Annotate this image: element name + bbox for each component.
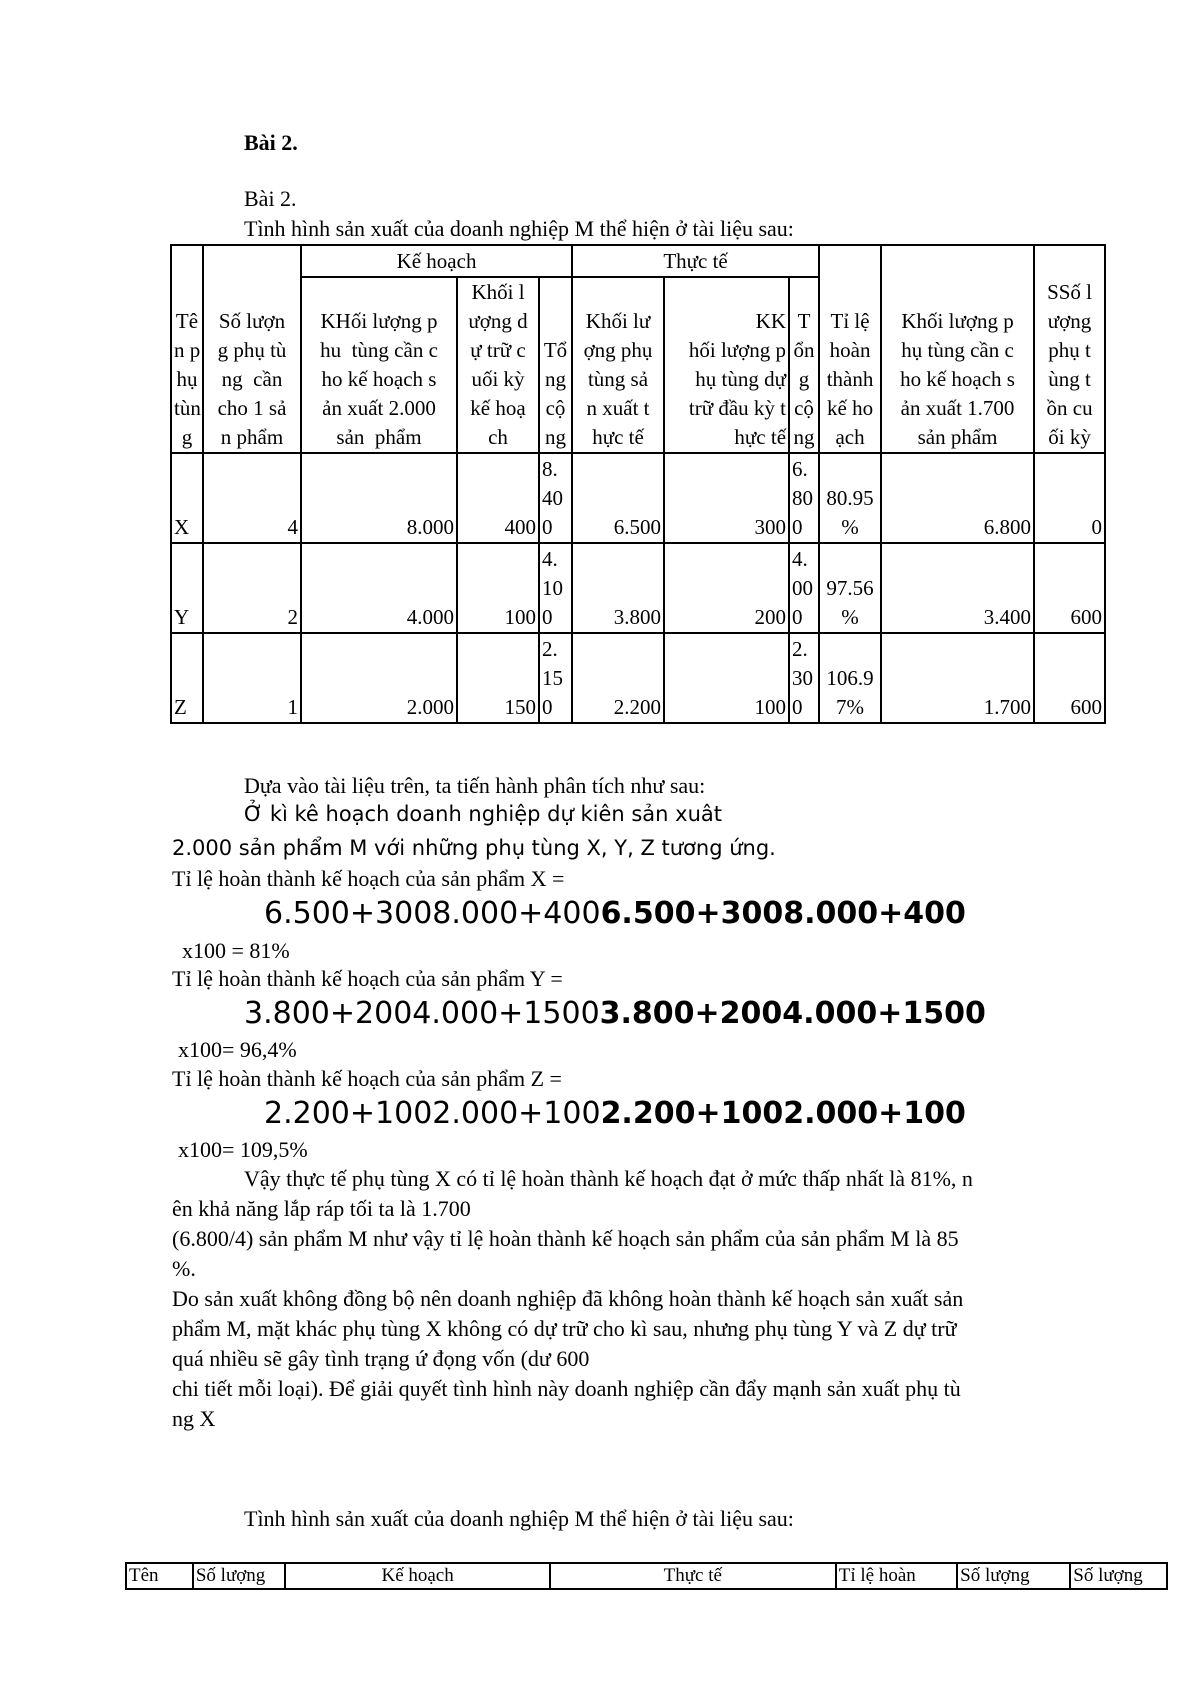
- analysis-intro: Dựa vào tài liệu trên, ta tiến hành phân tích như sau:: [244, 773, 706, 798]
- table-row: [171, 453, 1105, 543]
- formula-z-numerator: 2.200+1002.000+100: [264, 1096, 601, 1131]
- heading-2: Bài 2.: [244, 186, 297, 211]
- cell-plan-total: 2. 15 0: [539, 633, 572, 723]
- cell-name: X: [171, 453, 203, 543]
- table-row: [171, 543, 1105, 633]
- cell-actual-total: 2. 30 0: [789, 633, 819, 723]
- cell-actual-prod: 6.500: [572, 453, 664, 543]
- cell-qty: 4: [203, 453, 301, 543]
- cell-actual-prod: 2.200: [572, 633, 664, 723]
- cell-actual-prod: 3.800: [572, 543, 664, 633]
- col-header-plan-need: KHối lượng p hu tùng cần c ho kế hoạch s ản xuất 2.000 sản phẩm: [301, 277, 457, 453]
- analysis-plan-line-2: 2.000 sản phẩm M với những phụ tùng X, Y, Z tương ứng.: [172, 836, 776, 860]
- col-header-qty: Số lượng: [193, 1563, 286, 1589]
- conclusion-line: %.: [172, 1256, 196, 1281]
- cell-plan-reserve: 150: [457, 633, 539, 723]
- conclusion-line: chi tiết mỗi loại). Để giải quyết tình hình này doanh nghiệp cần đẩy mạnh sản xuất phụ tù: [172, 1376, 961, 1401]
- cell-actual-reserve: 200: [664, 543, 789, 633]
- conclusion-line: quá nhiều sẽ gây tình trạng ứ đọng vốn (dư 600: [172, 1346, 590, 1371]
- cell-plan-reserve: 400: [457, 453, 539, 543]
- formula-y: [244, 996, 986, 1032]
- cell-actual-reserve: 100: [664, 633, 789, 723]
- group-header-actual: Thực tế: [572, 245, 819, 277]
- group-header-actual: Thực tế: [550, 1563, 836, 1589]
- cell-plan-total: 4. 10 0: [539, 543, 572, 633]
- col-header-name: Tê n p hụ tùn g: [171, 245, 203, 453]
- cell-end-stock: 0: [1034, 453, 1105, 543]
- group-header-plan: Kế hoạch: [285, 1563, 549, 1589]
- formula-x: [264, 896, 966, 932]
- rate-result-z: x100= 109,5%: [178, 1137, 308, 1162]
- group-header-row: [171, 245, 1105, 277]
- analysis-plan-line: Ở kì kê hoạch doanh nghiệp dự kiên sản xuât: [244, 802, 722, 826]
- cell-plan-need: 2.000: [301, 633, 457, 723]
- cell-qty: 1: [203, 633, 301, 723]
- cell-name: Y: [171, 543, 203, 633]
- col-header-plan-total: Tổ ng cộ ng: [539, 277, 572, 453]
- cell-end-stock: 600: [1034, 543, 1105, 633]
- group-header-plan: Kế hoạch: [301, 245, 572, 277]
- col-header-qty: Số lượn g phụ tù ng cần cho 1 sả n phẩm: [203, 245, 301, 453]
- rate-result-x: x100 = 81%: [182, 938, 290, 963]
- col-header-actual-prod: Khối lư ợng phụ tùng sả n xuất t hực tế: [572, 277, 664, 453]
- conclusion-line: phẩm M, mặt khác phụ tùng X không có dự trữ cho kì sau, nhưng phụ tùng Y và Z dự trữ: [172, 1316, 957, 1341]
- col-header-name: Tên: [126, 1563, 193, 1589]
- col-header-need-1700: Khối lượng p hụ tùng cần c ho kế hoạch s ản xuất 1.700 sản phẩm: [881, 245, 1034, 453]
- heading-1: Bài 2.: [244, 130, 298, 155]
- rate-label-z: Tỉ lệ hoàn thành kế hoạch của sản phẩm Z =: [172, 1066, 562, 1091]
- formula-y-denominator: 3.800+2004.000+1500: [599, 996, 986, 1031]
- formula-x-denominator: 6.500+3008.000+400: [600, 896, 966, 931]
- production-table: [170, 244, 1106, 724]
- cell-rate: 80.95 %: [819, 453, 881, 543]
- col-header-actual-reserve: KK hối lượng p hụ tùng dự trữ đầu kỳ t hực tế: [664, 277, 789, 453]
- cell-need-1700: 1.700: [881, 633, 1034, 723]
- conclusion-line: Do sản xuất không đồng bộ nên doanh nghiệp đã không hoàn thành kế hoạch sản xuất sản: [172, 1286, 964, 1311]
- cell-actual-total: 6. 80 0: [789, 453, 819, 543]
- conclusion-line: Vậy thực tế phụ tùng X có tỉ lệ hoàn thành kế hoạch đạt ở mức thấp nhất là 81%, n: [244, 1166, 973, 1191]
- rate-label-x: Tỉ lệ hoàn thành kế hoạch của sản phẩm X =: [172, 866, 565, 891]
- production-table-2: [125, 1562, 1168, 1590]
- cell-need-1700: 6.800: [881, 453, 1034, 543]
- cell-rate: 97.56 %: [819, 543, 881, 633]
- col-header-end-stock: SSố l ượng phụ t ùng t ồn cu ối kỳ: [1034, 245, 1105, 453]
- col-header-actual-total: T ổn g cộ ng: [789, 277, 819, 453]
- rate-label-y: Tỉ lệ hoàn thành kế hoạch của sản phẩm Y =: [172, 966, 563, 991]
- col-header-rate: Tỉ lệ hoàn: [836, 1563, 957, 1589]
- cell-actual-reserve: 300: [664, 453, 789, 543]
- formula-z: [264, 1096, 966, 1132]
- col-header-stock: Số lượng: [1070, 1563, 1167, 1589]
- table-row: [171, 633, 1105, 723]
- col-header-plan-reserve: Khối l ượng d ự trữ c uối kỳ kế hoạ ch: [457, 277, 539, 453]
- intro-text: Tình hình sản xuất của doanh nghiệp M thể hiện ở tài liệu sau:: [244, 216, 794, 241]
- cell-need-1700: 3.400: [881, 543, 1034, 633]
- cell-plan-total: 8. 40 0: [539, 453, 572, 543]
- formula-z-denominator: 2.200+1002.000+100: [600, 1096, 966, 1131]
- conclusion-line: (6.800/4) sản phẩm M như vậy tỉ lệ hoàn thành kế hoạch sản phẩm của sản phẩm M là 85: [172, 1226, 959, 1251]
- cell-end-stock: 600: [1034, 633, 1105, 723]
- cell-qty: 2: [203, 543, 301, 633]
- cell-plan-reserve: 100: [457, 543, 539, 633]
- intro-text-2: Tình hình sản xuất của doanh nghiệp M thể hiện ở tài liệu sau:: [244, 1506, 794, 1531]
- conclusion-line: ng X: [172, 1406, 216, 1431]
- formula-y-numerator: 3.800+2004.000+1500: [244, 996, 600, 1031]
- cell-plan-need: 4.000: [301, 543, 457, 633]
- rate-result-y: x100= 96,4%: [178, 1037, 297, 1062]
- table2-header-row: [126, 1563, 1167, 1589]
- cell-plan-need: 8.000: [301, 453, 457, 543]
- cell-rate: 106.9 7%: [819, 633, 881, 723]
- formula-x-numerator: 6.500+3008.000+400: [264, 896, 601, 931]
- col-header-need: Số lượng: [957, 1563, 1070, 1589]
- cell-name: Z: [171, 633, 203, 723]
- cell-actual-total: 4. 00 0: [789, 543, 819, 633]
- conclusion-line: ên khả năng lắp ráp tối ta là 1.700: [172, 1196, 471, 1221]
- col-header-rate: Tỉ lệ hoàn thành kế ho ạch: [819, 245, 881, 453]
